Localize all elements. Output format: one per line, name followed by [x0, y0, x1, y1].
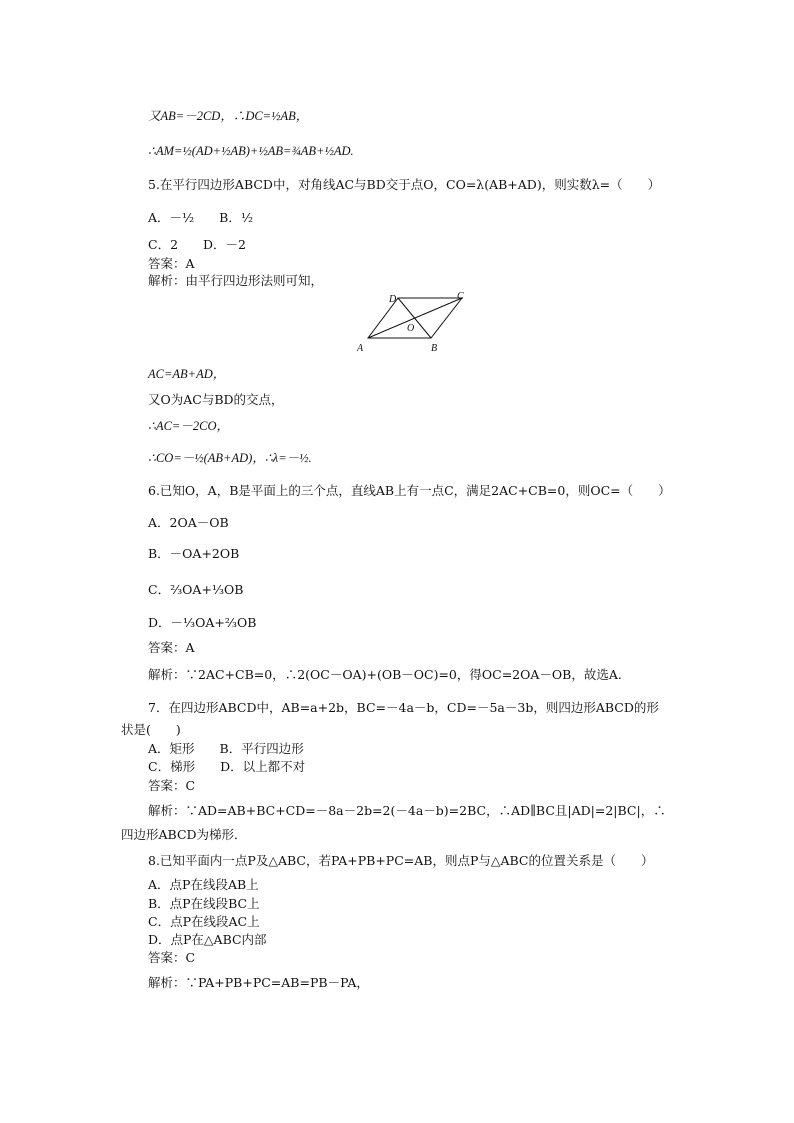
question-8: 8.已知平面内一点P及△ABC，若PA+PB+PC=AB，则点P与△ABC的位置关系是（ ）: [148, 853, 654, 868]
question-5: 5.在平行四边形ABCD中，对角线AC与BD交于点O，CO=λ(AB+AD)，则实数λ=（ ）: [148, 177, 661, 192]
text-line: 又O为AC与BD的交点，: [148, 392, 284, 407]
answer-line: 答案：A: [148, 640, 195, 655]
question-6: 6.已知O，A，B是平面上的三个点，直线AB上有一点C，满足2AC+CB=0，则OC=（ ）: [148, 483, 671, 498]
answer-line: 答案：C: [148, 778, 196, 793]
analysis-line-cont: 四边形ABCD为梯形．: [121, 827, 247, 842]
text-line: ∴CO=－½(AB+AD)，∴λ=－½.: [148, 451, 312, 465]
text-line: AC=AB+AD，: [148, 367, 226, 381]
option-row: D．点P在△ABC内部: [148, 932, 267, 947]
vertex-label-d: D: [389, 294, 397, 305]
option-row: A．点P在线段AB上: [148, 877, 259, 892]
option-row: C．2 D．－2: [148, 237, 246, 252]
vertex-label-c: C: [457, 291, 464, 302]
option-row: D．－⅓OA+⅔OB: [148, 615, 257, 630]
option-row: B．－OA+2OB: [148, 546, 240, 561]
analysis-line: 解析：由平行四边形法则可知，: [148, 273, 324, 288]
answer-line: 答案：C: [148, 950, 196, 965]
text-line: 又AB=－2CD，∴DC=½AB，: [148, 109, 309, 123]
question-7-cont: 状是( ): [121, 722, 181, 737]
vertex-label-b: B: [431, 343, 438, 352]
option-row: A．－½ B．½: [148, 210, 253, 225]
analysis-line: 解析：∵AD=AB+BC+CD=－8a－2b=2(－4a－b)=2BC，∴AD∥BC且|AD|=2|BC|，∴: [148, 803, 666, 818]
option-row: A．矩形 B．平行四边形: [148, 741, 304, 756]
analysis-line: 解析：∵PA+PB+PC=AB=PB－PA，: [148, 975, 369, 990]
option-row: C．梯形 D．以上都不对: [148, 759, 306, 774]
option-row: C．⅔OA+⅓OB: [148, 582, 244, 597]
option-row: A．2OA－OB: [148, 515, 229, 530]
text-line: ∴AC=－2CO，: [148, 419, 229, 433]
option-row: C．点P在线段AC上: [148, 914, 260, 929]
option-row: B．点P在线段BC上: [148, 896, 260, 911]
answer-line: 答案：A: [148, 256, 195, 271]
text-line: ∴AM=½(AD+½AB)+½AB=¾AB+½AD.: [148, 144, 354, 158]
vertex-label-a: A: [357, 343, 364, 352]
parallelogram-figure: [352, 290, 482, 352]
diagonal-bd: [398, 298, 431, 338]
analysis-line: 解析：∵2AC+CB=0，∴2(OC－OA)+(OB－OC)=0，得OC=2OA－OB，故选A.: [148, 667, 622, 682]
center-label-o: O: [407, 323, 415, 334]
question-7: 7．在四边形ABCD中，AB=a+2b，BC=－4a－b，CD=－5a－3b，则四边形ABCD的形: [148, 700, 659, 715]
